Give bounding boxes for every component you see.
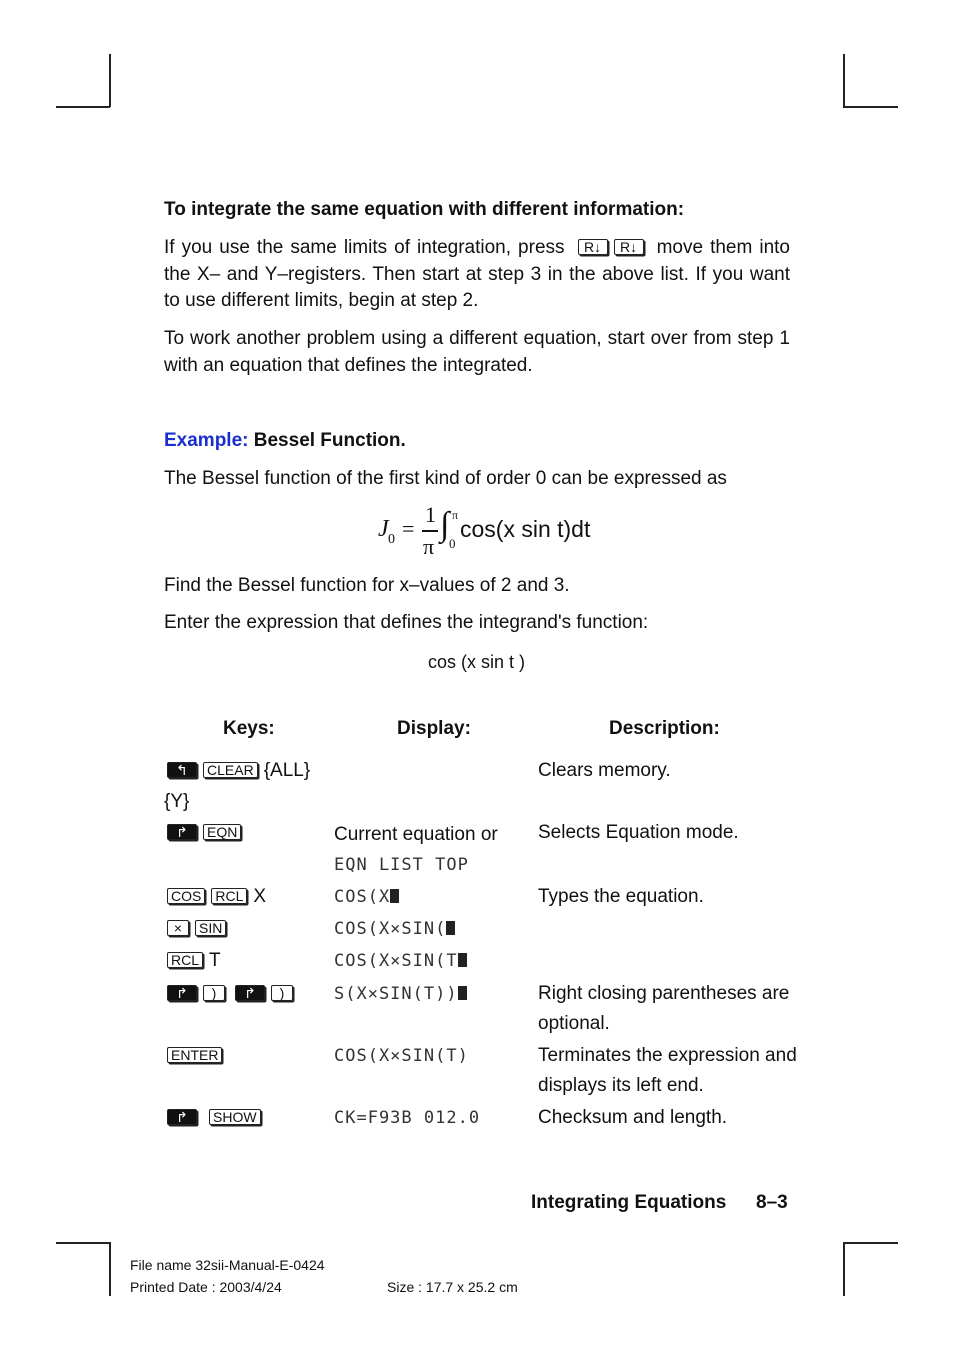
row-show-keys [167,1105,267,1131]
formula-equals: = [402,516,415,541]
enter-text: Enter the expression that defines the integrand's function: [164,612,649,633]
letter-x: X [253,886,267,907]
crop-mark-top-left-v [109,54,111,107]
fraction-bar [422,530,438,532]
row-cos-display-text: COS(X [334,887,391,907]
row-rcl-t-display [334,948,467,974]
left-shift-key: ↰ [167,762,197,778]
roll-down-key-2: R↓ [614,239,644,255]
row-eqn-display-2: EQN LIST TOP [334,855,469,875]
row-show-desc: Checksum and length. [538,1107,728,1128]
row-sin-display-text: COS(X×SIN( [334,919,447,939]
letter-t: T [209,950,221,971]
cursor [390,889,399,903]
formula-lhs-sub: 0 [388,532,395,547]
header-keys: Keys: [223,718,275,739]
row-rcl-t-keys [167,948,221,974]
sin-key: SIN [195,920,226,936]
close-paren-key-2: ) [271,985,293,1001]
intro-text: The Bessel function of the first kind of order 0 can be expressed as [164,468,727,489]
printed-date: Printed Date : 2003/4/24 [130,1279,282,1295]
row-paren-display [334,981,467,1007]
paragraph-new-equation: To work another problem using a different equation, start over from step 1 with an equation that defines the integrated. [164,328,790,376]
row-eqn-keys [167,820,247,846]
paragraph-limits [164,235,790,315]
example-title: Bessel Function. [253,430,406,451]
row-sin-keys [167,916,232,942]
bessel-formula [378,502,598,562]
row-paren-desc: Right closing parentheses are [538,983,790,1004]
row-enter-desc: Terminates the expression and [538,1045,797,1066]
row-enter-desc-2: displays its left end. [538,1075,704,1096]
example-label: Example: [164,430,249,451]
formula-denominator: π [423,534,435,559]
formula-upper-limit: π [452,508,459,522]
crop-mark-bottom-left-v [109,1242,111,1296]
row-sin-display [334,916,455,942]
row-clear-keys-2: {Y} [164,791,190,812]
row-cos-desc: Types the equation. [538,886,704,907]
row-cos-display [334,884,399,910]
right-shift-key-3: ↱ [235,985,265,1001]
show-key: SHOW [209,1109,261,1125]
row-eqn-display: Current equation or [334,824,498,845]
crop-mark-bottom-right-v [843,1242,845,1296]
row-paren-desc-2: optional. [538,1013,610,1034]
right-shift-key-2: ↱ [167,985,197,1001]
cursor [458,953,467,967]
row-eqn-desc: Selects Equation mode. [538,822,739,843]
right-shift-key-4: ↱ [167,1109,197,1125]
header-display: Display: [397,718,471,739]
formula-lower-limit: 0 [449,536,456,551]
enter-key: ENTER [167,1047,222,1063]
eqn-key: EQN [203,824,241,840]
rcl-key: RCL [211,888,247,904]
crop-mark-top-right-v [843,54,845,107]
rcl-key-2: RCL [167,952,203,968]
paragraph-limits-end: move them into the X– and Y–registers. Then start at step 3 in the above list. If you want to use different limits, begin at step 2. [164,237,790,311]
right-shift-key: ↱ [167,824,197,840]
row-cos-keys [167,884,266,910]
formula-body: cos(x sin t)dt [460,516,591,542]
integral-sign: ∫ [440,506,450,543]
header-description: Description: [609,718,720,739]
formula-numerator: 1 [425,502,436,527]
formula-lhs: J [378,516,389,542]
crop-mark-top-left-h [56,106,110,108]
row-paren-display-text: S(X×SIN(T)) [334,984,458,1004]
paragraph-limits-start: If you use the same limits of integration, press [164,237,565,258]
crop-mark-top-right-h [843,106,898,108]
crop-mark-bottom-left-h [56,1242,110,1244]
row-clear-desc: Clears memory. [538,760,671,781]
footer-section-title: Integrating Equations [531,1192,727,1213]
section-heading: To integrate the same equation with different information: [164,199,685,220]
page-size: Size : 17.7 x 25.2 cm [387,1279,518,1295]
clear-key: CLEAR [203,762,258,778]
roll-down-key: R↓ [578,239,608,255]
cursor [458,986,467,1000]
integrand-expression: cos (x sin t ) [428,652,526,672]
row-paren-keys [167,981,299,1007]
cursor [446,921,455,935]
menu-all: {ALL} [263,760,311,781]
file-name: File name 32sii-Manual-E-0424 [130,1257,325,1273]
multiply-key: × [167,920,189,936]
footer-page-number: 8–3 [756,1192,788,1213]
row-enter-keys [167,1043,228,1069]
crop-mark-bottom-right-h [843,1242,898,1244]
row-clear-keys [167,758,310,784]
cos-key: COS [167,888,205,904]
close-paren-key: ) [203,985,225,1001]
find-text: Find the Bessel function for x–values of 2 and 3. [164,575,570,596]
row-enter-display: COS(X×SIN(T) [334,1046,469,1066]
row-show-display: CK=F93B 012.0 [334,1108,481,1128]
row-rcl-t-display-text: COS(X×SIN(T [334,951,458,971]
example-heading [164,428,406,454]
